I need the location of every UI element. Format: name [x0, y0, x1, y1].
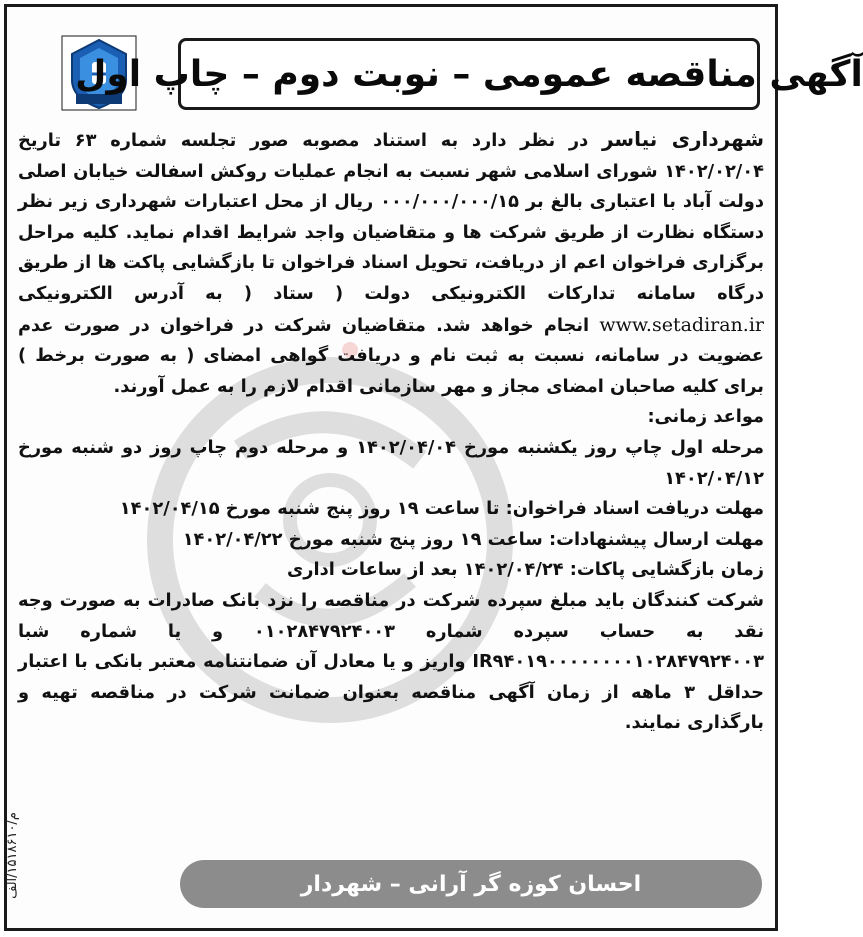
title-banner — [75, 38, 863, 110]
deposit-paragraph: شرکت کنندگان باید مبلغ سپرده شرکت در مناقصه را نزد بانک صادرات به صورت وجه نقد به حساب سپرده شماره ۰۱۰۲۸۴۷۹۲۴۰۰۳ و یا شماره شبا IR۹۴۰۱۹۰۰۰۰۰۰۰۰۱۰۲۸۴۷۹۲۴۰۰۳ واریز و یا معادل آن ضمانتنامه معتبر بانکی با اعتبار حداقل ۳ ماهه از زمان آگهی مناقصه بعنوان ضمانت شرکت در مناقصه تهیه و بارگذاری نمایند. — [18, 589, 765, 734]
intro-paragraph — [18, 124, 764, 402]
signature-text: احسان کوزه گر آرانی – شهردار — [300, 871, 642, 897]
intro-text: در نظر دارد به استناد مصوبه صور تجلسه شماره ۶۳ تاریخ ۱۴۰۲/۰۲/۰۴ شورای اسلامی شهر نسبت به انجام عملیات روکش اسفالت خیابان اصلی دولت آباد با اعتباری بالغ بر ۰۰۰/۰۰۰/۰۰۰/۱۵ ریال از محل اعتبارات شهرداری زیر نظر دستگاه نظارت از طریق شرکت ها و متقاضیان واجد شرایط اقدام نماید. کلیه مراحل برگزاری فراخوان اعم از دریافت، تحویل اسناد فراخوان تا بازگشایی پاکت ها از طریق درگاه سامانه تدارکات الکترونیکی دولت ( ستاد ( به آدرس الکترونیکی — [18, 130, 764, 304]
website-link[interactable]: www.setadiran.ir — [599, 313, 764, 336]
schedule-stages: مرحله اول چاپ روز یکشنبه مورخ ۱۴۰۲/۰۴/۰۴ و مرحله دوم چاپ روز دو شنبه مورخ ۱۴۰۲/۰۴/۱۲ — [18, 436, 764, 489]
opening-time: زمان بازگشایی پاکات: ۱۴۰۲/۰۴/۲۴ بعد از ساعات اداری — [287, 559, 764, 581]
intro-end-text: انجام خواهد شد. متقاضیان شرکت در فراخوان در صورت عدم عضویت در سامانه، نسبت به ثبت نام و دریافت گواهی امضای ( به صورت برخط ) برای کلیه صاحبان امضای مجاز و مهر سازمانی اقدام لازم را به عمل آورند. — [18, 314, 764, 397]
deadline-documents: مهلت دریافت اسناد فراخوان: تا ساعت ۱۹ روز پنج شنبه مورخ ۱۴۰۲/۰۴/۱۵ — [119, 498, 764, 520]
side-code-text: م/۱۵۱۸۶۱۰/الف — [4, 811, 20, 899]
page-title: آگهی مناقصه عمومی – نوبت دوم – چاپ اول — [75, 53, 863, 95]
announcement-body — [18, 124, 764, 739]
signature-bar — [180, 860, 762, 908]
municipality-name: شهرداری نیاسر — [601, 127, 764, 151]
schedule-heading: مواعد زمانی: — [647, 406, 764, 428]
deadline-proposals: مهلت ارسال پیشنهادات: ساعت ۱۹ روز پنج شنبه مورخ ۱۴۰۲/۰۴/۲۲ — [182, 528, 764, 550]
side-reference-code — [2, 780, 22, 930]
